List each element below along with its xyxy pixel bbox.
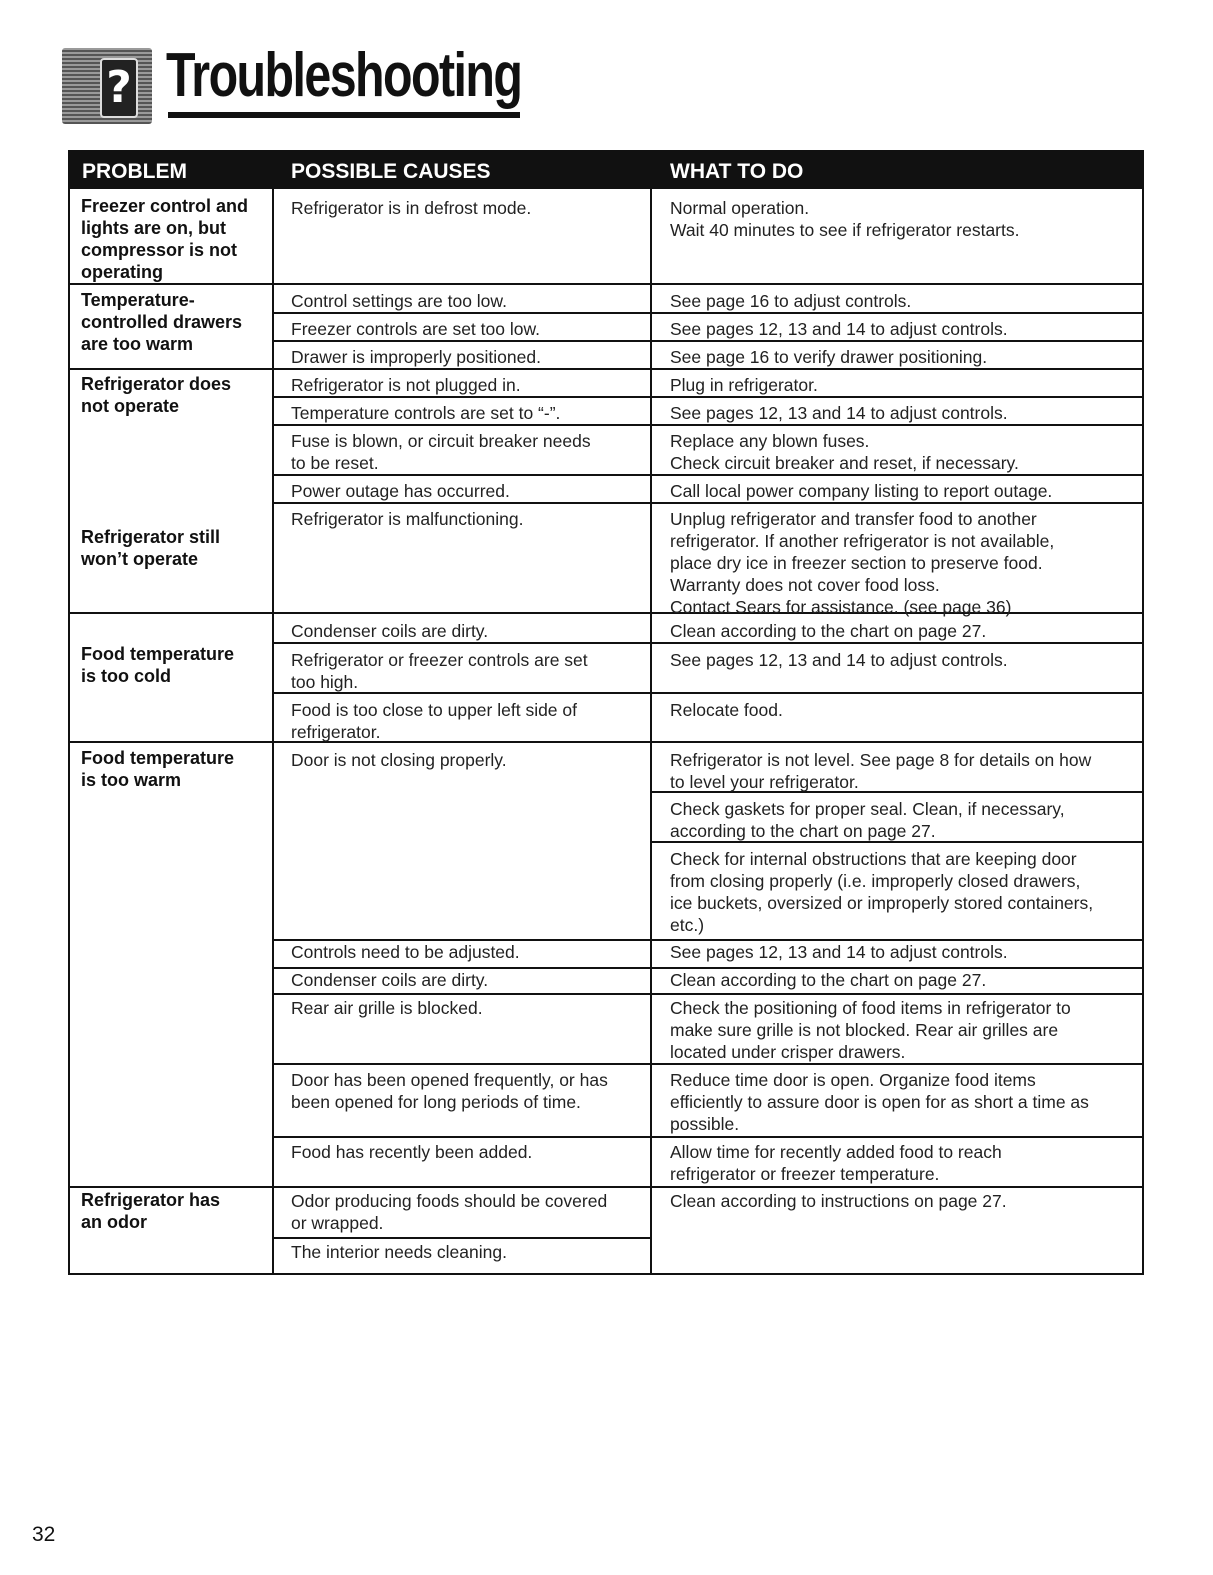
cause-cell: Refrigerator is in defrost mode. <box>291 198 532 218</box>
subrow-divider <box>272 502 1144 504</box>
cause-cell: Odor producing foods should be covered or wrapped. <box>291 1191 608 1233</box>
action-cell: Clean according to instructions on page 27. <box>670 1191 1007 1211</box>
problem-cell: Refrigerator does not operate <box>81 374 232 416</box>
problem-cell: Refrigerator still won’t operate <box>81 527 221 569</box>
cause-cell: Control settings are too low. <box>291 291 507 311</box>
column-header-possible-causes: POSSIBLE CAUSES <box>291 160 491 183</box>
cause-cell: Refrigerator is malfunctioning. <box>291 509 524 529</box>
cause-cell: Door has been opened frequently, or has been opened for long periods of time. <box>291 1070 608 1112</box>
action-cell: Replace any blown fuses. Check circuit breaker and reset, if necessary. <box>670 431 1019 473</box>
action-cell: See page 16 to verify drawer positioning. <box>670 347 988 367</box>
page-title: Troubleshooting <box>166 41 522 110</box>
troubleshooting-table <box>68 150 1144 1275</box>
action-cell: Allow time for recently added food to reach refrigerator or freezer temperature. <box>670 1142 1002 1184</box>
column-divider <box>272 189 274 1275</box>
row-divider <box>70 1186 1144 1188</box>
subrow-divider <box>272 642 1144 644</box>
subrow-divider <box>272 1063 1144 1065</box>
action-cell: See pages 12, 13 and 14 to adjust controls. <box>670 650 1008 670</box>
action-cell: See pages 12, 13 and 14 to adjust controls. <box>670 403 1008 423</box>
problem-cell: Freezer control and lights are on, but compressor is not operating <box>81 196 249 282</box>
action-cell: See pages 12, 13 and 14 to adjust controls. <box>670 319 1008 339</box>
cause-cell: Freezer controls are set too low. <box>291 319 540 339</box>
cause-cell: Rear air grille is blocked. <box>291 998 483 1018</box>
question-mark-icon: ? <box>62 48 152 124</box>
cause-cell: Controls need to be adjusted. <box>291 942 520 962</box>
row-divider <box>70 368 1144 370</box>
cause-cell: Refrigerator is not plugged in. <box>291 375 521 395</box>
row-divider <box>70 741 1144 743</box>
cause-cell: Refrigerator or freezer controls are set too high. <box>291 650 588 692</box>
subrow-divider <box>272 396 1144 398</box>
action-cell: See page 16 to adjust controls. <box>670 291 912 311</box>
cause-cell: Temperature controls are set to “-”. <box>291 403 561 423</box>
subrow-divider <box>272 474 1144 476</box>
action-cell: Check the positioning of food items in refrigerator to make sure grille is not blocked. Rear air grilles are located under crisper drawers. <box>670 998 1071 1062</box>
action-cell: Reduce time door is open. Organize food items efficiently to assure door is open for as short a time as possible. <box>670 1070 1089 1134</box>
cause-cell: Food has recently been added. <box>291 1142 533 1162</box>
cause-cell: Power outage has occurred. <box>291 481 510 501</box>
action-cell: Clean according to the chart on page 27. <box>670 970 987 990</box>
cause-cell: Drawer is improperly positioned. <box>291 347 541 367</box>
column-divider <box>650 189 652 1275</box>
cause-cell: Condenser coils are dirty. <box>291 970 489 990</box>
cause-cell: Condenser coils are dirty. <box>291 621 489 641</box>
cause-cell: Fuse is blown, or circuit breaker needs to be reset. <box>291 431 591 473</box>
action-cell: Normal operation. Wait 40 minutes to see if refrigerator restarts. <box>670 198 1020 240</box>
table-header <box>70 152 1142 189</box>
subrow-divider <box>272 993 1144 995</box>
action-cell: Unplug refrigerator and transfer food to another refrigerator. If another refrigerator is not available, place dry ice in freezer section to preserve food. Warranty does not cover food loss. Contact Sears for assistance. (see page 36) <box>670 509 1055 617</box>
cause-cell: The interior needs cleaning. <box>291 1242 507 1262</box>
problem-cell: Refrigerator has an odor <box>81 1190 221 1232</box>
row-divider <box>70 283 1144 285</box>
action-cell: Clean according to the chart on page 27. <box>670 621 987 641</box>
problem-cell: Temperature- controlled drawers are too warm <box>81 290 243 354</box>
subrow-divider <box>272 1136 1144 1138</box>
cause-cell: Door is not closing properly. <box>291 750 507 770</box>
action-cell: Relocate food. <box>670 700 783 720</box>
subrow-divider <box>272 424 1144 426</box>
problem-cell: Food temperature is too cold <box>81 644 235 686</box>
title-underline <box>168 112 520 118</box>
page-number: 32 <box>32 1523 56 1546</box>
column-header-what-to-do: WHAT TO DO <box>670 160 804 183</box>
problem-cell: Food temperature is too warm <box>81 748 235 790</box>
cause-cell: Food is too close to upper left side of refrigerator. <box>291 700 577 742</box>
action-cell: Check gaskets for proper seal. Clean, if necessary, according to the chart on page 27. <box>670 799 1065 841</box>
subrow-divider <box>272 312 1144 314</box>
action-cell: Call local power company listing to report outage. <box>670 481 1053 501</box>
action-cell: Check for internal obstructions that are keeping door from closing properly (i.e. improperly closed drawers, ice buckets, oversized or improperly stored containers, etc.) <box>670 849 1094 935</box>
action-cell: Refrigerator is not level. See page 8 for details on how to level your refrigerator. <box>670 750 1092 792</box>
action-cell: Plug in refrigerator. <box>670 375 818 395</box>
column-header-problem: PROBLEM <box>82 160 187 183</box>
action-cell: See pages 12, 13 and 14 to adjust controls. <box>670 942 1008 962</box>
subrow-divider <box>272 1237 650 1239</box>
subrow-divider <box>272 340 1144 342</box>
